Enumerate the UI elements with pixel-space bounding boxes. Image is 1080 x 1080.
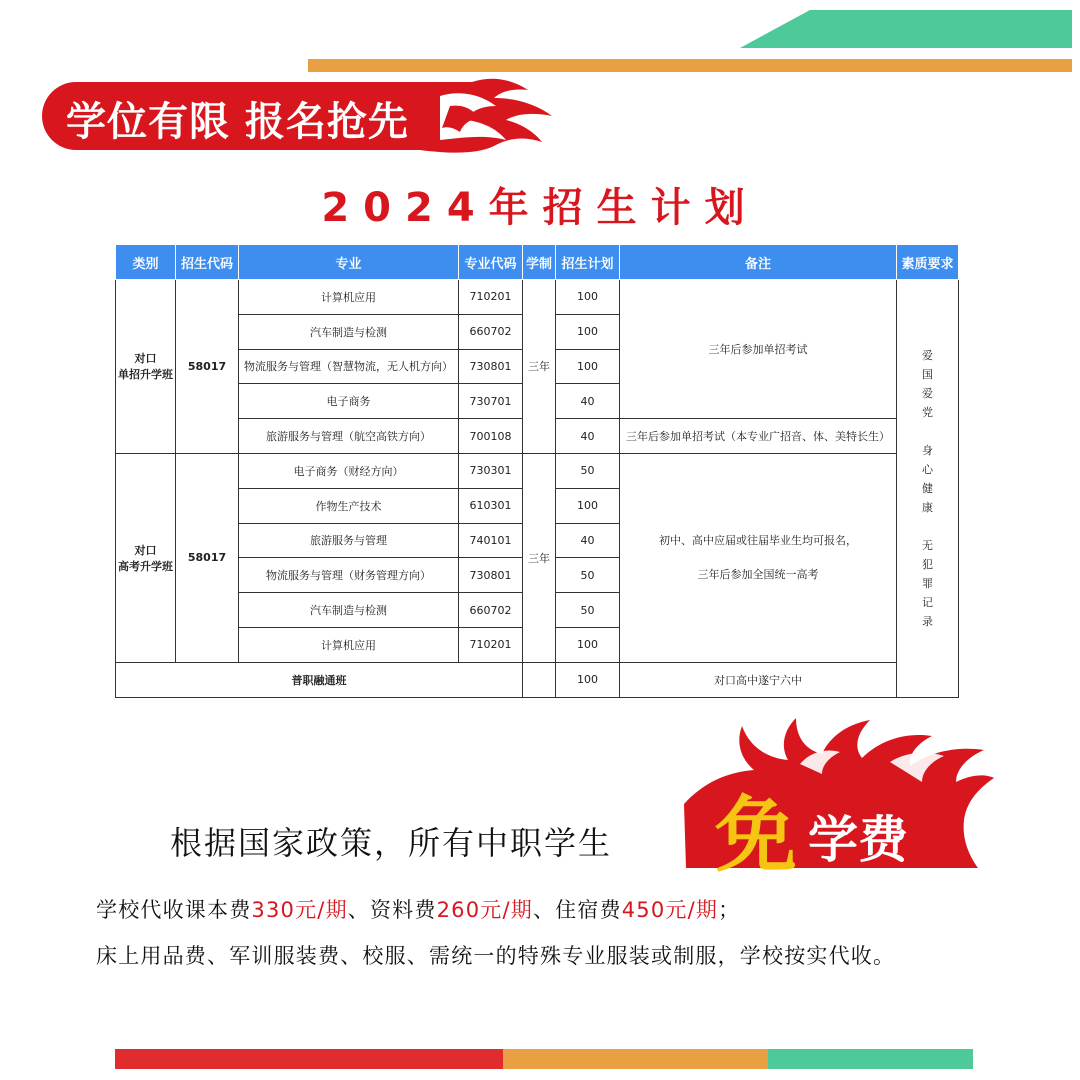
dorm-fee: 450元/期 <box>621 898 719 922</box>
quality-gap <box>897 422 958 441</box>
page-title: 2024年招生计划 <box>321 185 759 231</box>
header-plan: 招生计划 <box>556 245 620 280</box>
major-code-cell: 710201 <box>459 280 523 315</box>
plan-cell: 50 <box>556 453 620 488</box>
plan-cell: 100 <box>556 314 620 349</box>
group2-category-line2: 高考升学班 <box>118 559 173 573</box>
quality-char: 身 <box>922 443 933 457</box>
quality-char: 录 <box>922 614 933 628</box>
major-code-cell: 730301 <box>459 453 523 488</box>
major-code-cell: 610301 <box>459 488 523 523</box>
flame-icon <box>420 76 555 158</box>
major-cell: 计算机应用 <box>239 627 459 662</box>
major-code-cell: 700108 <box>459 419 523 454</box>
policy-text: 根据国家政策，所有中职学生 <box>170 824 613 862</box>
top-orange-bar <box>308 59 1072 72</box>
table-row <box>116 453 959 488</box>
group2-note-line2: 三年后参加全国统一高考 <box>697 567 819 581</box>
bottom-green-bar <box>768 1049 973 1069</box>
header-major-code: 专业代码 <box>459 245 523 280</box>
group1-duration: 三年 <box>523 280 556 454</box>
group3-duration <box>523 662 556 697</box>
material-fee: 260元/期 <box>436 898 533 922</box>
plan-cell: 100 <box>556 349 620 384</box>
group3-note: 对口高中遂宁六中 <box>620 662 897 697</box>
quality-char: 健 <box>922 481 933 495</box>
quality-char: 无 <box>922 538 933 552</box>
quality-char: 心 <box>922 462 933 476</box>
banner-text: 学位有限 报名抢先 <box>66 98 409 145</box>
group1-category <box>116 280 176 454</box>
free-rest: 学费 <box>808 810 908 869</box>
table-header-row <box>116 245 959 280</box>
quality-char: 爱 <box>922 348 933 362</box>
group1-category-line2: 单招升学班 <box>118 368 173 382</box>
group2-duration: 三年 <box>523 453 556 662</box>
major-cell: 电子商务（财经方向） <box>239 453 459 488</box>
fees-text: 、资料费 <box>347 898 437 922</box>
major-cell: 物流服务与管理（财务管理方向） <box>239 558 459 593</box>
fees-text: 、住宿费 <box>532 898 622 922</box>
major-cell: 汽车制造与检测 <box>239 593 459 628</box>
bottom-orange-bar <box>503 1049 768 1069</box>
quality-requirements <box>897 280 959 698</box>
header-notes: 备注 <box>620 245 897 280</box>
major-cell: 作物生产技术 <box>239 488 459 523</box>
fees-line-2: 床上用品费、军训服装费、校服、需统一的特殊专业服装或制服，学校按实代收。 <box>96 944 896 968</box>
group1-note-a: 三年后参加单招考试 <box>620 280 897 419</box>
group1-note-b: 三年后参加单招考试（本专业广招音、体、美特长生） <box>620 419 897 454</box>
textbook-fee: 330元/期 <box>251 898 348 922</box>
major-cell: 旅游服务与管理 <box>239 523 459 558</box>
quality-char: 犯 <box>922 557 933 571</box>
header-code: 招生代码 <box>176 245 239 280</box>
quality-char: 国 <box>922 367 933 381</box>
fees-text: 学校代收课本费 <box>96 898 252 922</box>
table-row <box>116 662 959 697</box>
quality-char: 爱 <box>922 386 933 400</box>
group2-note <box>620 453 897 662</box>
plan-cell: 100 <box>556 627 620 662</box>
table-row <box>116 280 959 315</box>
major-cell: 电子商务 <box>239 384 459 419</box>
major-cell: 计算机应用 <box>239 280 459 315</box>
group2-category <box>116 453 176 662</box>
major-code-cell: 730701 <box>459 384 523 419</box>
plan-cell: 50 <box>556 593 620 628</box>
major-cell: 物流服务与管理（智慧物流，无人机方向） <box>239 349 459 384</box>
plan-cell: 40 <box>556 384 620 419</box>
major-code-cell: 740101 <box>459 523 523 558</box>
quality-char: 康 <box>922 500 933 514</box>
group1-category-line1: 对口 <box>134 352 157 366</box>
group3-category: 普职融通班 <box>116 662 523 697</box>
plan-cell: 100 <box>556 488 620 523</box>
group1-code: 58017 <box>176 280 239 454</box>
header-category: 类别 <box>116 245 176 280</box>
fees-line-1 <box>96 894 740 924</box>
quality-char: 记 <box>922 595 933 609</box>
major-cell: 旅游服务与管理（航空高铁方向） <box>239 419 459 454</box>
header-quality: 素质要求 <box>897 245 959 280</box>
major-code-cell: 730801 <box>459 558 523 593</box>
plan-cell: 100 <box>556 662 620 697</box>
quality-gap <box>897 517 958 536</box>
quality-char: 罪 <box>922 576 933 590</box>
free-char: 免 <box>715 787 798 883</box>
major-code-cell: 730801 <box>459 349 523 384</box>
plan-cell: 100 <box>556 280 620 315</box>
plan-cell: 40 <box>556 419 620 454</box>
major-code-cell: 660702 <box>459 593 523 628</box>
top-green-bar <box>740 10 1072 48</box>
group2-code: 58017 <box>176 453 239 662</box>
bottom-red-bar <box>115 1049 503 1069</box>
group2-category-line1: 对口 <box>134 543 157 557</box>
header-duration: 学制 <box>523 245 556 280</box>
plan-cell: 40 <box>556 523 620 558</box>
enrollment-table <box>115 244 959 698</box>
fees-text: ； <box>718 898 741 922</box>
header-major: 专业 <box>239 245 459 280</box>
major-cell: 汽车制造与检测 <box>239 314 459 349</box>
group2-note-line1: 初中、高中应届或往届毕业生均可报名， <box>659 533 857 547</box>
major-code-cell: 660702 <box>459 314 523 349</box>
quality-char: 党 <box>922 405 933 419</box>
plan-cell: 50 <box>556 558 620 593</box>
major-code-cell: 710201 <box>459 627 523 662</box>
